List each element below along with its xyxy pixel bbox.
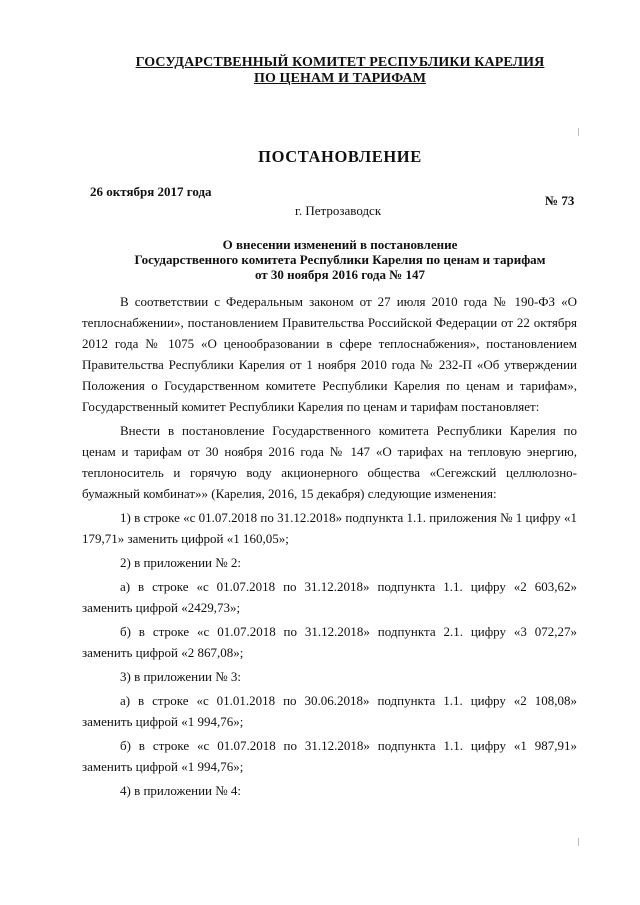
subject-line3: от 30 ноября 2016 года № 147 [254,267,426,282]
authority-name-line2: ПО ЦЕНАМ И ТАРИФАМ [253,71,427,86]
document-city: г. Петрозаводск [295,203,382,218]
item-3b: б) в строке «с 01.07.2018 по 31.12.2018» подпункта 1.1. цифру «1 987,91» заменить цифрой «1 994,76»; [82,738,577,774]
subject-line1: О внесении изменений в постановление [222,237,458,252]
item-3a: а) в строке «с 01.01.2018 по 30.06.2018» подпункта 1.1. цифру «2 108,08» заменить цифрой «1 994,76»; [82,693,577,729]
preamble-paragraph: В соответствии с Федеральным законом от 27 июля 2010 года № 190-ФЗ «О теплоснабжении», постановлением Правительства Российской Федерации от 22 октября 2012 года № 1075 «О ценообразовании в сфере теплоснабжения», постановлением Правительства Республики Карелия от 1 ноября 2010 года № 232-П «Об утверждении Положения о Государственном комитете Республики Карелия по ценам и тарифам», Государственный комитет Республики Карелия по ценам и тарифам постановляет: [82,294,577,414]
scan-mark [578,128,579,136]
scan-mark [578,838,579,846]
document-type-title: ПОСТАНОВЛЕНИЕ [258,147,422,166]
document-subject [100,237,580,282]
item-1: 1) в строке «с 01.07.2018 по 31.12.2018» подпункта 1.1. приложения № 1 цифру «1 179,71» заменить цифрой «1 160,05»; [82,510,577,546]
item-3: 3) в приложении № 3: [120,669,242,684]
item-2: 2) в приложении № 2: [120,555,242,570]
item-2a: а) в строке «с 01.07.2018 по 31.12.2018» подпункта 1.1. цифру «2 603,62» заменить цифрой «2429,73»; [82,579,577,615]
subject-line2: Государственного комитета Республики Карелия по ценам и тарифам [134,252,546,267]
document-body [82,291,577,801]
item-4: 4) в приложении № 4: [120,783,242,798]
item-2b: б) в строке «с 01.07.2018 по 31.12.2018» подпункта 2.1. цифру «3 072,27» заменить цифрой «2 867,08»; [82,624,577,660]
document-number: № 73 [545,193,575,208]
authority-name-line1: ГОСУДАРСТВЕННЫЙ КОМИТЕТ РЕСПУБЛИКИ КАРЕЛИЯ [135,55,545,70]
document-date: 26 октября 2017 года [90,184,212,199]
intro-paragraph: Внести в постановление Государственного комитета Республики Карелия по ценам и тарифам от 30 ноября 2016 года № 147 «О тарифах на тепловую энергию, теплоноситель и горячую воду акционерного общества «Сегежский целлюлозно-бумажный комбинат»» (Карелия, 2016, 15 декабря) следующие изменения: [82,423,577,501]
